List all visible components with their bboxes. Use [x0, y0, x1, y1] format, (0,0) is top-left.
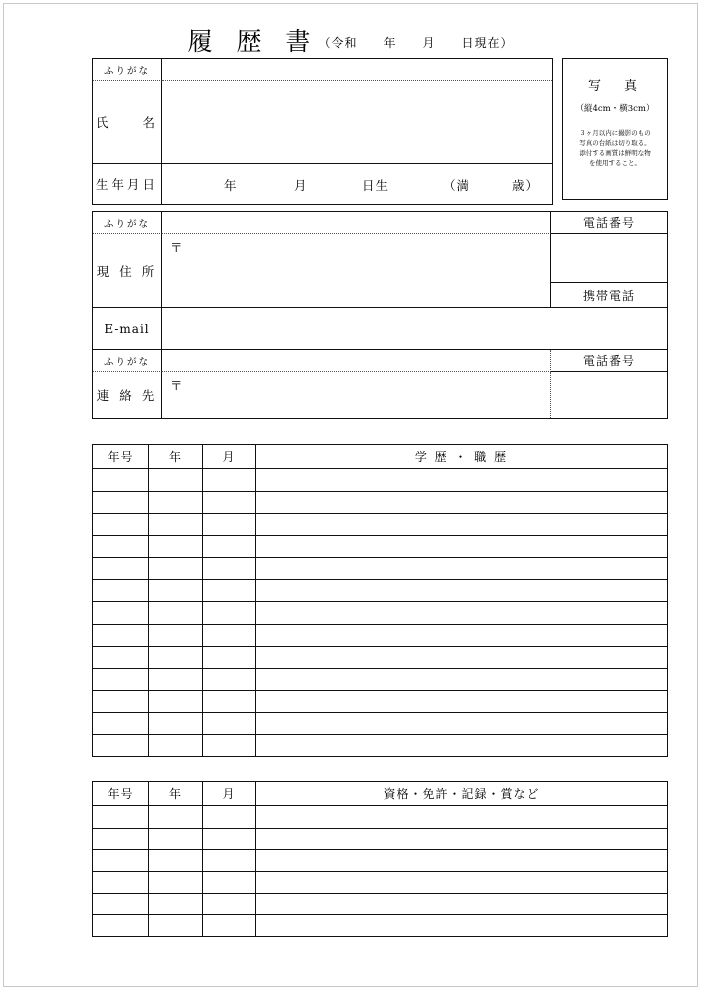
photo-note-line-2: 写真の台紙は切り取る。	[579, 139, 651, 148]
email-label-cell	[93, 308, 162, 350]
photo-note-line-4: を使用すること。	[589, 159, 641, 168]
birth-input[interactable]	[162, 164, 552, 204]
address-furigana-input[interactable]	[162, 212, 551, 234]
contact-tel-input[interactable]	[551, 372, 667, 418]
title-date-note: （令和 年 月 日現在）	[318, 36, 514, 50]
history-header-era-label: 年号	[107, 450, 134, 464]
address-furigana-label: ふりがな	[103, 218, 150, 230]
license-header-month-label: 月	[222, 787, 236, 801]
birth-age-open-mark: （満	[443, 178, 471, 193]
table-row[interactable]	[93, 893, 667, 894]
table-row[interactable]	[93, 601, 667, 602]
license-header-era	[93, 782, 149, 806]
photo-note-line-1: ３ヶ月以内に撮影のもの	[579, 129, 651, 137]
table-row[interactable]	[93, 491, 667, 492]
history-table	[92, 444, 668, 757]
name-furigana-label: ふりがな	[103, 65, 150, 77]
table-row[interactable]	[93, 914, 667, 915]
birth-label-cell	[93, 164, 162, 204]
history-rows	[93, 469, 667, 756]
name-birth-block	[92, 58, 553, 205]
birth-age-close-mark: 歳）	[512, 178, 540, 193]
birth-label: 生年月日	[95, 177, 158, 192]
contact-label: 連 絡 先	[96, 388, 158, 403]
name-furigana-label-cell	[93, 59, 162, 81]
table-row[interactable]	[93, 871, 667, 872]
tel-label-cell	[551, 212, 667, 234]
address-label-cell	[93, 234, 162, 308]
email-label: E-mail	[104, 321, 150, 336]
name-furigana-input[interactable]	[162, 59, 552, 81]
license-rows	[93, 806, 667, 936]
page-title	[0, 22, 701, 58]
table-row[interactable]	[93, 557, 667, 558]
contact-tel-label-cell	[551, 350, 667, 372]
photo-box[interactable]	[562, 58, 668, 200]
history-header-era	[93, 445, 149, 469]
name-input[interactable]	[162, 81, 552, 164]
address-furigana-label-cell	[93, 212, 162, 234]
tel-input[interactable]	[551, 234, 667, 283]
table-row[interactable]	[93, 828, 667, 829]
birth-year-mark: 年	[224, 178, 238, 193]
contact-label-cell	[93, 372, 162, 418]
table-row[interactable]	[93, 513, 667, 514]
photo-note-line-3: 添付する画質は鮮明な物	[579, 149, 651, 158]
license-header-year	[149, 782, 203, 806]
address-input[interactable]	[162, 234, 551, 308]
name-label: 氏 名	[95, 115, 158, 130]
table-row[interactable]	[93, 579, 667, 580]
table-row[interactable]	[93, 712, 667, 713]
name-label-cell	[93, 81, 162, 164]
license-header-content	[256, 782, 667, 806]
contact-postal-mark: 〒	[170, 378, 184, 393]
license-header-era-label: 年号	[107, 787, 134, 801]
contact-tel-label: 電話番号	[582, 354, 635, 368]
history-header-month-label: 月	[222, 450, 236, 464]
table-row[interactable]	[93, 690, 667, 691]
contact-furigana-label-cell	[93, 350, 162, 372]
email-input[interactable]	[162, 308, 667, 350]
title-main-text: 履 歴 書	[187, 27, 319, 56]
postal-mark: 〒	[170, 240, 184, 255]
table-row[interactable]	[93, 646, 667, 647]
contact-furigana-input[interactable]	[162, 350, 551, 372]
table-row[interactable]	[93, 734, 667, 735]
contact-input[interactable]	[162, 372, 551, 418]
photo-instructions	[563, 128, 667, 168]
license-header-year-label: 年	[168, 787, 182, 801]
address-contact-block	[92, 211, 668, 419]
table-row[interactable]	[93, 535, 667, 536]
license-header-month	[203, 782, 256, 806]
contact-furigana-label: ふりがな	[103, 356, 150, 368]
photo-size-note: （縦4cm・横3cm）	[575, 104, 655, 114]
birth-month-mark: 月	[294, 178, 308, 193]
address-label: 現 住 所	[96, 263, 158, 279]
history-header-year	[149, 445, 203, 469]
history-header-content	[256, 445, 667, 469]
table-row[interactable]	[93, 668, 667, 669]
mobile-label-cell	[551, 283, 667, 308]
history-header-month	[203, 445, 256, 469]
license-table	[92, 781, 668, 937]
photo-label: 写 真	[587, 79, 642, 94]
birth-day-mark: 日生	[362, 178, 390, 193]
table-row[interactable]	[93, 849, 667, 850]
history-header-content-label: 学 歴 ・ 職 歴	[414, 450, 509, 464]
table-row[interactable]	[93, 624, 667, 625]
mobile-label: 携帯電話	[582, 288, 635, 303]
history-header-year-label: 年	[168, 450, 182, 464]
tel-label: 電話番号	[582, 216, 635, 230]
license-header-content-label: 資格・免許・記録・賞など	[383, 787, 540, 801]
